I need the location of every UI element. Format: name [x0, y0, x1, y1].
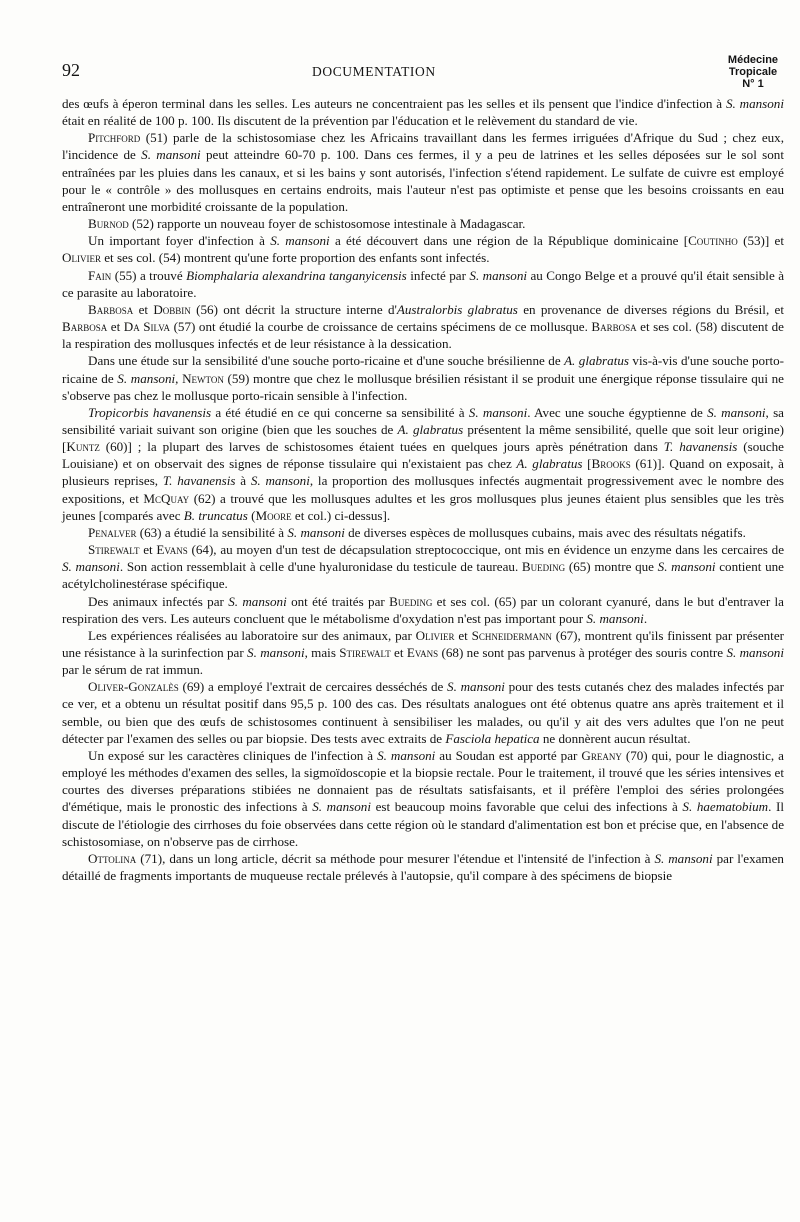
journal-line: N° 1 — [742, 78, 764, 90]
journal-mark — [716, 54, 790, 90]
paragraph: Barbosa et Dobbin (56) ont décrit la structure interne d'Australorbis glabratus en provenance de diverses régions du Brésil, et Barbosa et Da Silva (57) ont étudié la courbe de croissance de certains spécimens de ce mollusque. Barbosa et ses col. (58) discutent de la respiration des mollusques infectés et de leur résistance à la dessication. — [62, 301, 784, 352]
paragraph: Tropicorbis havanensis a été étudié en ce qui concerne sa sensibilité à S. mansoni. Avec une souche égyptienne de S. mansoni, sa sensibilité variait suivant son origine (bien que les souches de A. glabratus présentent la même sensibilité, quelle que soit leur origine) [Kuntz (60)] ; la plupart des larves de schistosomes étaient tuées en quelques jours après pénétration dans T. havanensis (souche Louisiane) et on observait des signes de réponse tissulaire qui n'existaient pas chez A. glabratus [Brooks (61)]. Quand on exposait, à plusieurs reprises, T. havanensis à S. mansoni, la proportion des mollusques infectés augmentait progressivement avec le nombre des expositions, et McQuay (62) a trouvé que les mollusques adultes et les gros mollusques plus jeunes étaient plus sensibles que les très jeunes [comparés avec B. truncatus (Moore et col.) ci-dessus]. — [62, 404, 785, 523]
paragraph: Burnod (52) rapporte un nouveau foyer de schistosomose intestinale à Madagascar. — [88, 216, 526, 232]
paragraph: Oliver-Gonzalès (69) a employé l'extrait de cercaires desséchés de S. mansoni pour des tests cutanés chez des malades infectés par ce ver, et a obtenu un résultat positif dans 95,5 p. 100 des cas. Des résultats analogues ont été obtenus quatre ans après traitement et il semble, ou bien que des œufs de schistosomes continuent à sensibiliser les malades, ou qu'il y ait des vers adultes que l'on ne peut détecter par l'examen des selles ou par biopsie. Des tests avec extraits de Fasciola hepatica ne donnèrent aucun résultat. — [62, 679, 784, 746]
paragraph: Dans une étude sur la sensibilité d'une souche porto-ricaine et d'une souche brésilienne de A. glabratus vis-à-vis d'une souche porto-ricaine de S. mansoni, Newton (59) montre que chez le mollusque brésilien résistant il se produit une énergique réponse tissulaire qui ne s'observe pas chez le mollusque porto-ricain sensible à l'infection. — [62, 353, 784, 403]
paragraph: Des animaux infectés par S. mansoni ont été traités par Bueding et ses col. (65) par un colorant cyanuré, dans le but d'entraver la respiration des vers. Les auteurs concluent que le métabolisme d'oxydation n'est pas important pour S. mansoni. — [62, 593, 784, 626]
running-title: DOCUMENTATION — [312, 64, 436, 79]
paragraph: Fain (55) a trouvé Biomphalaria alexandrina tanganyicensis infecté par S. mansoni au Congo Belge et a prouvé qu'il était sensible à ce parasite au laboratoire. — [62, 267, 784, 300]
paragraph: Un important foyer d'infection à S. mansoni a été découvert dans une région de la République dominicaine [Coutinho (53)] et Olivier et ses col. (54) montrent qu'une forte proportion des enfants sont infectés. — [62, 233, 784, 266]
paragraph: Ottolina (71), dans un long article, décrit sa méthode pour mesurer l'étendue et l'intensité de l'infection à S. mansoni par l'examen détaillé de fragments importants de muqueuse rectale prélevés à l'autopsie, qu'il compare à des spécimens de biopsie — [62, 850, 784, 884]
paragraph: des œufs à éperon terminal dans les selles. Les auteurs ne concentraient pas les selles et ils pensent que l'indice d'infection à S. mansoni était en réalité de 100 p. 100. Ils discutent de la prévention par l'éducation et le relèvement du standard de vie. — [62, 96, 784, 129]
paragraph: Penalver (63) a étudié la sensibilité à S. mansoni de diverses espèces de mollusques cubains, mais avec des résultats négatifs. — [88, 524, 746, 540]
paragraph: Stirewalt et Evans (64), au moyen d'un test de décapsulation streptococcique, ont mis en évidence un enzyme dans les cercaires de S. mansoni. Son action ressemblait à celle d'une hyaluronidase du testicule de taureau. Bueding (65) montre que S. mansoni contient une acétylcholinestérase spécifique. — [62, 542, 785, 592]
paragraph: Pitchford (51) parle de la schistosomiase chez les Africains travaillant dans les fermes irriguées d'Afrique du Sud ; chez eux, l'incidence de S. mansoni peut atteindre 60-70 p. 100. Dans ces fermes, il y a peu de latrines et les selles déposées sur le sol sont entraînées par les pluies dans les canaux, et si les bains y sont autorisés, l'infection s'étend rapidement. Le sulfate de cuivre est employé pour le « contrôle » des mollusques en certains endroits, mais l'auteur n'est pas optimiste et pense que les besoins croissants en eau entraîneront une morbidité croissante de la population. — [62, 130, 784, 214]
paragraph: Un exposé sur les caractères cliniques de l'infection à S. mansoni au Soudan est apporté par Greany (70) qui, pour le diagnostic, a employé les méthodes d'examen des selles, la sigmoïdoscopie et la biopsie rectale. Pour le traitement, il trouvé que les séries intensives et courtes des diverses préparations stibiées ne donnaient pas de résultats satisfaisants, et il préfère l'emploi des séries prolongées d'émétique, mais le pronostic des infections à S. mansoni est beaucoup moins favorable que celui des infections à S. haematobium. Il discute de l'étiologie des cirrhoses du foie observées dans cette région où le standard d'alimentation est bon et précise que, en l'absence de schistosomiase, on n'observe pas de cirrhose. — [62, 747, 784, 849]
paragraph: Les expériences réalisées au laboratoire sur des animaux, par Olivier et Schneidermann (67), montrent qu'ils finissent par présenter une résistance à la surinfection par S. mansoni, mais Stirewalt et Evans (68) ne sont pas parvenus à protéger des souris contre S. mansoni par le sérum de rat immun. — [62, 627, 784, 678]
journal-line: Tropicale — [728, 66, 778, 78]
page-number: 92 — [62, 60, 80, 80]
article-body — [62, 95, 784, 884]
journal-line: Médecine — [727, 54, 779, 66]
page-header — [0, 0, 800, 100]
